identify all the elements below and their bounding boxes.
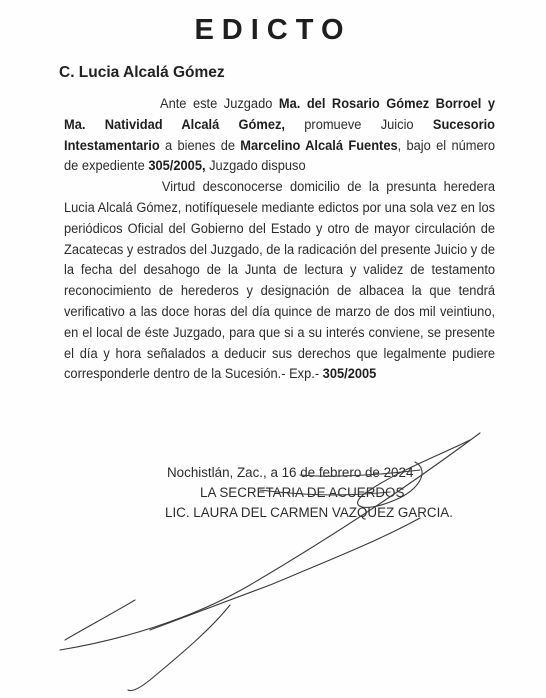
signature-stroke-3 [65,600,135,640]
document-title: EDICTO [194,14,352,46]
recipient-name: C. Lucia Alcalá Gómez [59,64,225,81]
p1-text-5: Juzgado dispuso [205,158,306,174]
p2-case-number: 305/2005 [322,366,377,382]
edict-body [64,94,495,385]
paragraph-1 [64,94,495,177]
office-title: LA SECRETARIA DE ACUERDOS [200,485,405,500]
p2-text: Virtud desconocerse domicilio de la presunta heredera Lucia Alcalá Gómez, notifíquesele mediante edictos por una sola vez en los periódicos Oficial del Gobierno del Estado y otro de mayor circulación de Zacatecas y estrados del Juzgado, de la radicación del presente Juicio y de la fecha del desahogo de la Junta de lectura y validez de testamento reconocimiento de herederos y designación de albacea la que tendrá verificativo a las doce horas del día quince de marzo de dos mil veintiuno, en el local de éste Juzgado, para que si a su interés conviene, se presente el día y hora señalados a deducir sus derechos que legalmente pudiere corresponderle dentro de la Sucesión.- Exp.- [64,179,496,382]
signature-stroke-2 [150,518,420,630]
p1-text-4: , bajo el número de expediente [64,137,496,174]
p1-plaintiffs: Ma. del Rosario Gómez Borroel y Ma. Natividad Alcalá Gómez, [64,96,496,132]
p1-text-3: a bienes de [159,137,241,153]
p1-text-1: Ante este Juzgado [160,96,279,111]
signature-stroke-tail [128,605,230,691]
place-date: Nochistlán, Zac., a 16 de febrero de 2024 [167,465,414,480]
signer-name: LIC. LAURA DEL CARMEN VAZQUEZ GARCIA. [165,505,453,520]
paragraph-2 [64,177,495,385]
p1-text-2: promueve Juicio [284,116,433,132]
p1-case-number: 305/2005, [148,158,206,174]
p1-deceased: Marcelino Alcalá Fuentes [240,137,398,153]
p1-trial-type: Sucesorio Intestamentario [64,116,496,153]
